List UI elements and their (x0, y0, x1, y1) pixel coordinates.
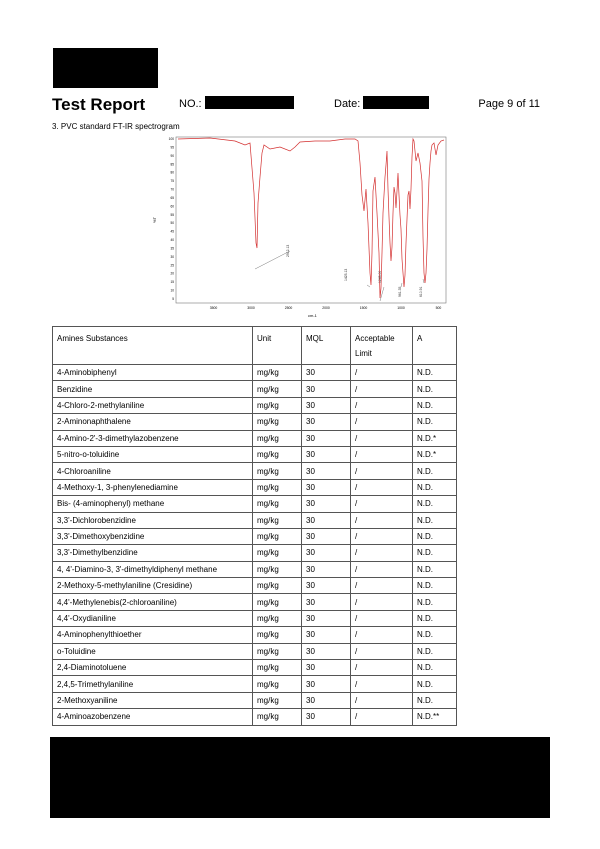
limit-cell: / (351, 561, 413, 577)
x-tick-label: 3000 (247, 306, 255, 310)
limit-cell: / (351, 365, 413, 381)
table-row (53, 446, 457, 462)
y-tick-label: 45 (170, 229, 174, 234)
column-header: A (413, 327, 457, 365)
redacted-footer (50, 737, 550, 818)
limit-cell: / (351, 496, 413, 512)
result-cell: N.D. (413, 692, 457, 708)
table-row (53, 479, 457, 495)
result-cell: N.D. (413, 512, 457, 528)
y-tick-label: 20 (170, 271, 174, 276)
y-tick-label: 55 (170, 212, 174, 217)
peak-label-961: 961.35 (398, 286, 402, 297)
result-cell: N.D. (413, 545, 457, 561)
table-row (53, 561, 457, 577)
redacted-date (363, 96, 429, 109)
unit-cell: mg/kg (253, 692, 302, 708)
chart-background (150, 133, 450, 319)
limit-cell: / (351, 660, 413, 676)
result-cell: N.D. (413, 561, 457, 577)
result-cell: N.D. (413, 660, 457, 676)
unit-cell: mg/kg (253, 594, 302, 610)
unit-cell: mg/kg (253, 512, 302, 528)
limit-cell: / (351, 381, 413, 397)
mql-cell: 30 (302, 430, 351, 446)
result-cell: N.D. (413, 397, 457, 413)
limit-cell: / (351, 463, 413, 479)
redacted-logo (53, 48, 158, 88)
unit-cell: mg/kg (253, 528, 302, 544)
mql-cell: 30 (302, 692, 351, 708)
result-cell: N.D.** (413, 709, 457, 725)
column-header: Acceptable Limit (351, 327, 413, 365)
unit-cell: mg/kg (253, 463, 302, 479)
table-row (53, 397, 457, 413)
y-tick-label: 65 (170, 195, 174, 200)
substance-cell: 4-Aminoazobenzene (53, 709, 253, 725)
limit-cell: / (351, 397, 413, 413)
table-row (53, 545, 457, 561)
substance-cell: 5-nitro-o-toluidine (53, 446, 253, 462)
amines-results-table (52, 326, 457, 726)
table-row (53, 676, 457, 692)
y-tick-label: 5 (172, 297, 174, 301)
mql-cell: 30 (302, 496, 351, 512)
result-cell: N.D. (413, 496, 457, 512)
peak-label-610: 610.91 (419, 286, 423, 297)
mql-cell: 30 (302, 446, 351, 462)
y-tick-label: 90 (170, 153, 174, 158)
mql-cell: 30 (302, 561, 351, 577)
mql-cell: 30 (302, 578, 351, 594)
mql-cell: 30 (302, 709, 351, 725)
result-cell: N.D. (413, 627, 457, 643)
mql-cell: 30 (302, 594, 351, 610)
report-number-label: NO.: (179, 98, 202, 110)
peak-label-1425: 1425.13 (344, 268, 348, 281)
y-tick-label: 15 (170, 280, 174, 285)
table-row (53, 610, 457, 626)
limit-cell: / (351, 643, 413, 659)
column-header: Unit (253, 327, 302, 365)
limit-cell: / (351, 414, 413, 430)
x-tick-label: 2000 (322, 306, 330, 310)
table-row (53, 594, 457, 610)
substance-cell: 2,4,5-Trimethylaniline (53, 676, 253, 692)
unit-cell: mg/kg (253, 627, 302, 643)
result-cell: N.D. (413, 643, 457, 659)
limit-cell: / (351, 709, 413, 725)
ftir-spectrum-chart (150, 133, 450, 319)
y-tick-label: 10 (170, 288, 174, 293)
unit-cell: mg/kg (253, 414, 302, 430)
substance-cell: 4,4'-Oxydianiline (53, 610, 253, 626)
mql-cell: 30 (302, 610, 351, 626)
column-header: MQL (302, 327, 351, 365)
mql-cell: 30 (302, 365, 351, 381)
x-tick-label: 2500 (284, 306, 293, 310)
limit-cell: / (351, 545, 413, 561)
substance-cell: 3,3'-Dimethoxybenzidine (53, 528, 253, 544)
page-number: Page 9 of 11 (478, 98, 540, 110)
limit-cell: / (351, 692, 413, 708)
mql-cell: 30 (302, 512, 351, 528)
table-row (53, 709, 457, 725)
substance-cell: 4-Chloro-2-methylaniline (53, 397, 253, 413)
report-header (52, 95, 547, 115)
table-row (53, 463, 457, 479)
mql-cell: 30 (302, 381, 351, 397)
mql-cell: 30 (302, 545, 351, 561)
substance-cell: 4, 4'-Diamino-3, 3'-dimethyldiphenyl methane (53, 561, 253, 577)
mql-cell: 30 (302, 528, 351, 544)
mql-cell: 30 (302, 660, 351, 676)
unit-cell: mg/kg (253, 430, 302, 446)
substance-cell: o-Toluidine (53, 643, 253, 659)
unit-cell: mg/kg (253, 660, 302, 676)
unit-cell: mg/kg (253, 381, 302, 397)
mql-cell: 30 (302, 414, 351, 430)
limit-cell: / (351, 512, 413, 528)
y-tick-label: 60 (170, 204, 174, 209)
substance-cell: 4-Aminobiphenyl (53, 365, 253, 381)
unit-cell: mg/kg (253, 446, 302, 462)
report-title: Test Report (52, 95, 146, 114)
result-cell: N.D.* (413, 446, 457, 462)
x-tick-label: 1000 (397, 306, 405, 310)
limit-cell: / (351, 627, 413, 643)
unit-cell: mg/kg (253, 545, 302, 561)
redacted-report-number (205, 96, 294, 109)
substance-cell: 2-Methoxy-5-methylaniline (Cresidine) (53, 578, 253, 594)
result-cell: N.D. (413, 610, 457, 626)
y-tick-label: 75 (170, 179, 174, 184)
substance-cell: 2,4-Diaminotoluene (53, 660, 253, 676)
section-title: 3. PVC standard FT-IR spectrogram (52, 122, 180, 131)
y-tick-label: 35 (170, 246, 174, 251)
limit-cell: / (351, 528, 413, 544)
table-row (53, 381, 457, 397)
result-cell: N.D. (413, 365, 457, 381)
y-tick-label: 100 (168, 137, 174, 141)
table-row (53, 414, 457, 430)
mql-cell: 30 (302, 463, 351, 479)
table-row (53, 430, 457, 446)
unit-cell: mg/kg (253, 578, 302, 594)
x-tick-label: 500 (435, 306, 442, 310)
unit-cell: mg/kg (253, 643, 302, 659)
substance-cell: 4-Aminophenylthioether (53, 627, 253, 643)
result-cell: N.D. (413, 528, 457, 544)
table-row (53, 496, 457, 512)
unit-cell: mg/kg (253, 561, 302, 577)
column-header: Amines Substances (53, 327, 253, 365)
y-tick-label: 95 (170, 145, 174, 150)
substance-cell: 3,3'-Dichlorobenzidine (53, 512, 253, 528)
substance-cell: 4,4'-Methylenebis(2-chloroaniline) (53, 594, 253, 610)
x-tick-label: 1500 (359, 306, 368, 310)
limit-cell: / (351, 479, 413, 495)
unit-cell: mg/kg (253, 397, 302, 413)
y-tick-label: 40 (170, 238, 174, 243)
limit-cell: / (351, 610, 413, 626)
y-tick-label: 85 (170, 162, 174, 167)
table-header-row (53, 327, 457, 365)
table-row (53, 365, 457, 381)
result-cell: N.D. (413, 594, 457, 610)
limit-cell: / (351, 446, 413, 462)
result-cell: N.D. (413, 463, 457, 479)
y-tick-label: 70 (170, 187, 174, 192)
substance-cell: 2-Methoxyaniline (53, 692, 253, 708)
result-cell: N.D. (413, 414, 457, 430)
result-cell: N.D. (413, 479, 457, 495)
limit-cell: / (351, 594, 413, 610)
y-tick-label: 50 (170, 221, 174, 226)
unit-cell: mg/kg (253, 365, 302, 381)
unit-cell: mg/kg (253, 479, 302, 495)
limit-cell: / (351, 430, 413, 446)
substance-cell: Bis- (4-aminophenyl) methane (53, 496, 253, 512)
peak-label-1245: 1245.00 (378, 270, 382, 283)
limit-cell: / (351, 676, 413, 692)
result-cell: N.D.* (413, 430, 457, 446)
y-tick-label: 80 (170, 170, 174, 175)
unit-cell: mg/kg (253, 496, 302, 512)
substance-cell: 4-Chloroaniline (53, 463, 253, 479)
table-row (53, 512, 457, 528)
unit-cell: mg/kg (253, 610, 302, 626)
mql-cell: 30 (302, 479, 351, 495)
y-tick-label: 30 (170, 254, 174, 259)
substance-cell: 4-Methoxy-1, 3-phenylenediamine (53, 479, 253, 495)
mql-cell: 30 (302, 627, 351, 643)
table-row (53, 660, 457, 676)
substance-cell: 2-Aminonaphthalene (53, 414, 253, 430)
y-axis-label: %T (152, 217, 157, 223)
table-row (53, 627, 457, 643)
y-tick-label: 25 (170, 263, 174, 268)
result-cell: N.D. (413, 676, 457, 692)
result-cell: N.D. (413, 578, 457, 594)
table-row (53, 578, 457, 594)
unit-cell: mg/kg (253, 676, 302, 692)
mql-cell: 30 (302, 397, 351, 413)
substance-cell: Benzidine (53, 381, 253, 397)
table-row (53, 528, 457, 544)
table-row (53, 643, 457, 659)
result-cell: N.D. (413, 381, 457, 397)
x-axis-label: cm-1 (308, 313, 317, 318)
x-tick-label: 3500 (209, 306, 218, 310)
mql-cell: 30 (302, 676, 351, 692)
peak-label-2912: 2912.13 (286, 244, 290, 257)
unit-cell: mg/kg (253, 709, 302, 725)
limit-cell: / (351, 578, 413, 594)
mql-cell: 30 (302, 643, 351, 659)
substance-cell: 3,3'-Dimethylbenzidine (53, 545, 253, 561)
table-row (53, 692, 457, 708)
substance-cell: 4-Amino-2'-3-dimethylazobenzene (53, 430, 253, 446)
date-label: Date: (334, 98, 361, 110)
